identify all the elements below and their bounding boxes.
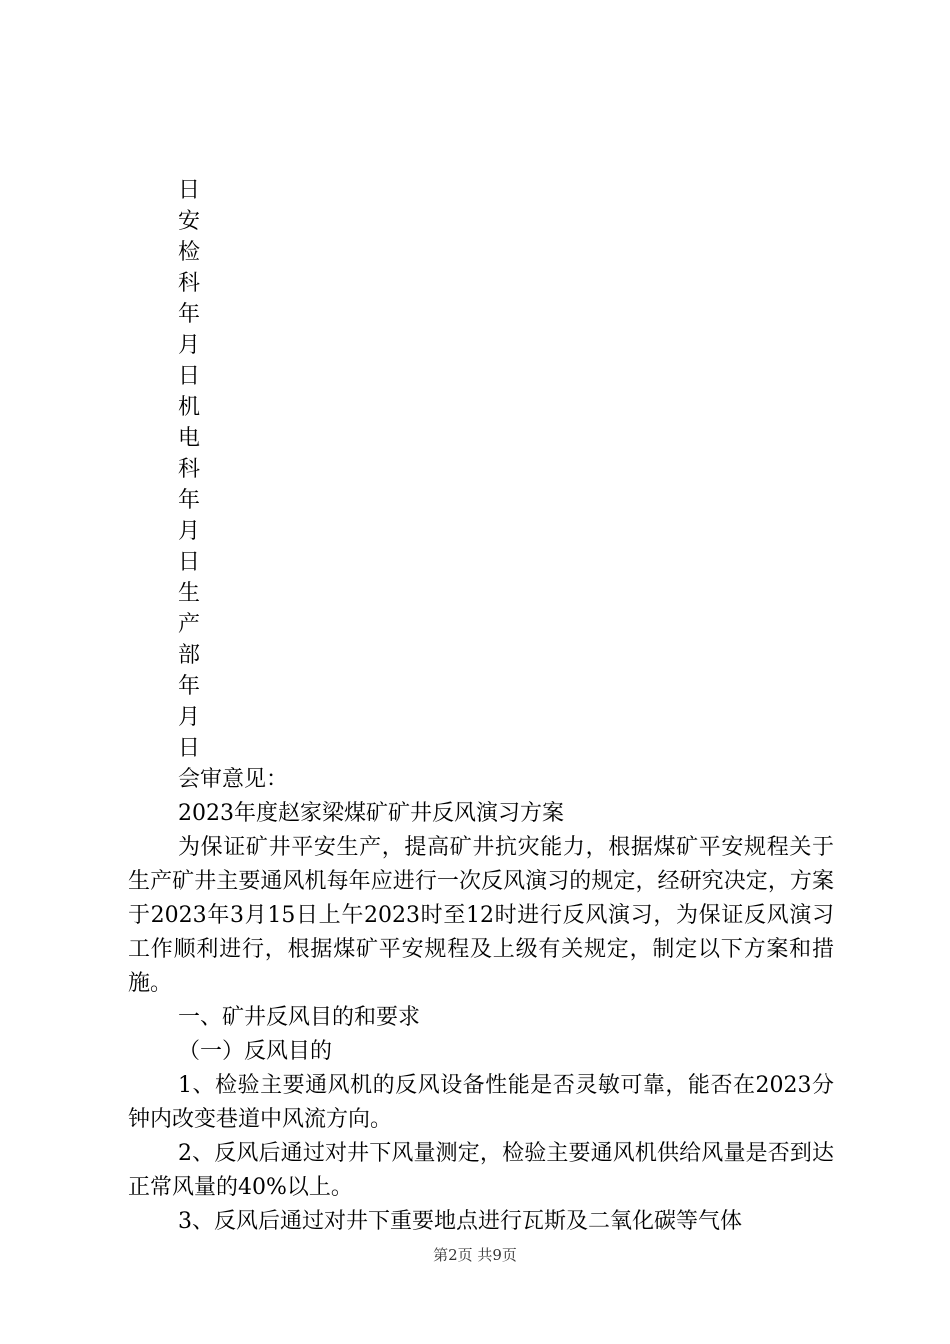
vertical-char: 月 [178,705,201,730]
vertical-char: 部 [178,643,201,668]
vertical-char: 科 [178,457,201,482]
vertical-char: 生 [178,581,201,606]
list-item: 2、反风后通过对井下风量测定，检验主要通风机供给风量是否到达正常风量的40%以上。 [128,1141,834,1200]
document-title: 2023年度赵家梁煤矿矿井反风演习方案 [178,801,564,826]
vertical-char: 日 [178,178,201,203]
vertical-char: 年 [178,488,201,513]
vertical-char: 日 [178,364,201,389]
document-body [128,763,834,1239]
list-item: 3、反风后通过对井下重要地点进行瓦斯及二氧化碳等气体 [178,1209,742,1234]
intro-paragraph: 为保证矿井平安生产，提高矿井抗灾能力，根据煤矿平安规程关于生产矿井主要通风机每年应进行一次反风演习的规定，经研究决定，方案于2023年3月15日上午2023时至12时进行反风演习，为保证反风演习工作顺利进行，根据煤矿平安规程及上级有关规定，制定以下方案和措施。 [128,835,834,996]
vertical-char: 机 [178,395,201,420]
review-opinion-label: 会审意见： [178,767,289,792]
vertical-char: 产 [178,612,201,637]
vertical-char: 电 [178,426,201,451]
vertical-char: 月 [178,519,201,544]
vertical-char: 日 [178,736,201,761]
vertical-signature-column [178,175,218,764]
vertical-char: 年 [178,674,201,699]
vertical-char: 检 [178,240,201,265]
vertical-char: 日 [178,550,201,575]
page-footer: 第2页 共9页 [433,1246,517,1264]
subsection-heading: （一）反风目的 [178,1039,333,1064]
vertical-char: 安 [178,209,201,234]
vertical-char: 月 [178,333,201,358]
vertical-char: 科 [178,271,201,296]
section-heading: 一、矿井反风目的和要求 [178,1005,421,1030]
vertical-char: 年 [178,302,201,327]
list-item: 1、检验主要通风机的反风设备性能是否灵敏可靠，能否在2023分钟内改变巷道中风流方向。 [128,1073,834,1132]
